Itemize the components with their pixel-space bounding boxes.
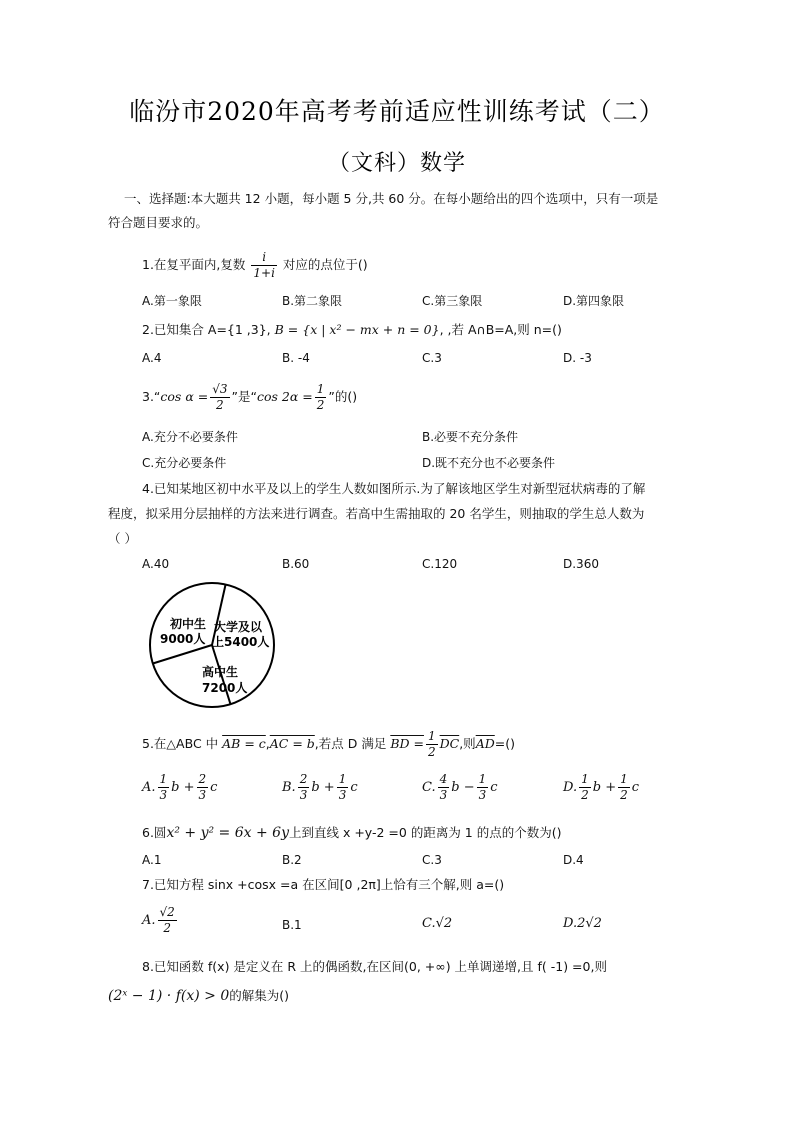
q1-option-b: B.第二象限 (282, 294, 343, 308)
q4-option-a: A.40 (142, 557, 170, 571)
q8-expression: (2ˣ − 1) · f(x) > 0 (108, 988, 230, 1004)
q5-vector-ac: AC = b (269, 736, 315, 751)
q1-stem-pre: 1.在复平面内,复数 (142, 257, 246, 272)
question-6: 6.圆x² + y² = 6x + 6y上到直线 x +y-2 =0 的距离为 1 的点的个数为() (142, 825, 562, 841)
question-4-line1: 4.已知某地区初中水平及以上的学生人数如图所示.为了解该地区学生对新型冠状病毒的了解 (142, 481, 646, 496)
q5-option-b: B. $\frac{2}{3}$ b + $\frac{1}{3}$ c (282, 772, 358, 802)
q5-option-a: A. $\frac{1}{3}$ b + $\frac{2}{3}$ c (142, 772, 218, 802)
q4-option-c: C.120 (422, 557, 458, 571)
question-3: 3.“cos α = $\frac{√3}{2}$ ”是“cos 2α = $\frac{1}{2}$ ”的() (142, 382, 358, 412)
pie-label-senior-value: 7200人 (202, 681, 248, 695)
q1-fraction: $\frac{i}{1+i}$ (253, 250, 275, 280)
pie-label-college-value: 上5400人 (212, 635, 270, 649)
q7-option-d: D.2√2 (563, 916, 602, 931)
q5-option-c: C. $\frac{4}{3}$ b − $\frac{1}{3}$ c (422, 772, 498, 802)
q1-option-c: C.第三象限 (422, 294, 483, 308)
pie-label-junior-value: 9000人 (160, 632, 206, 646)
q3-option-c: C.充分必要条件 (142, 456, 227, 470)
q2-option-c: C.3 (422, 351, 442, 365)
section-instruction-line2: 符合题目要求的。 (108, 215, 209, 230)
q2-stem-pre: 2.已知集合 A={1 ,3}, (142, 322, 275, 337)
q4-option-b: B.60 (282, 557, 310, 571)
q6-option-a: A.1 (142, 853, 162, 867)
question-4-line2: 程度，拟采用分层抽样的方法来进行调查。若高中生需抽取的 20 名学生，则抽取的学生总人数为 (108, 506, 645, 521)
q2-option-a: A.4 (142, 351, 162, 365)
q6-option-c: C.3 (422, 853, 442, 867)
question-5: 5.在△ABC 中 AB = c,AC = b,若点 D 满足 BD = $\frac{1}{2}$ $\overline{DC}$,则$\overline{AD}=()$ (142, 729, 515, 759)
question-7: 7.已知方程 sinx +cosx =a 在区间[0 ,2π]上恰有三个解,则 a=() (142, 877, 505, 892)
q3-option-a: A.充分不必要条件 (142, 430, 238, 444)
q3-stem-pre: 3.“ (142, 389, 161, 404)
question-1 (142, 250, 368, 281)
question-4-line3: （ ） (108, 531, 137, 546)
exam-subtitle: （文科）数学 (327, 151, 466, 176)
exam-title: 临汾市2020年高考考前适应性训练考试（二） (129, 97, 665, 126)
q7-option-b: B.1 (282, 918, 302, 932)
q3-fraction-a: $\frac{√3}{2}$ (212, 382, 228, 412)
question-8-line1: 8.已知函数 f(x) 是定义在 R 上的偶函数,在区间(0, +∞) 上单调递增,且 f( -1) =0,则 (142, 959, 607, 974)
q5-vector-ad: $\overline{AD}$ (475, 736, 495, 751)
q4-option-d: D.360 (563, 557, 599, 571)
q1-option-a: A.第一象限 (142, 294, 202, 308)
pie-label-senior-name: 高中生 (202, 665, 239, 679)
section-instruction-line1: 一、选择题:本大题共 12 小题，每小题 5 分,共 60 分。在每小题给出的四个选项中，只有一项是 (124, 191, 659, 206)
question-8-line2: (2ˣ − 1) · f(x) > 0的解集为() (108, 988, 289, 1004)
q5-option-d: D. $\frac{1}{2}$ b + $\frac{1}{2}$ c (563, 772, 640, 802)
q5-vector-dc: $\overline{DC}$ (439, 736, 460, 751)
q2-stem-post: , ,若 A∩B=A,则 n=() (439, 322, 562, 337)
q7-option-a: A. $\frac{√2}{2}$ (142, 905, 175, 935)
q6-option-d: D.4 (563, 853, 584, 867)
q2-option-d: D. -3 (563, 351, 592, 365)
q5-fraction: $\frac{1}{2}$ (427, 729, 436, 759)
q3-option-d: D.既不充分也不必要条件 (422, 456, 556, 470)
q6-option-b: B.2 (282, 853, 302, 867)
question-2 (142, 321, 562, 339)
q3-option-b: B.必要不充分条件 (422, 430, 519, 444)
q7-option-c: C.√2 (422, 916, 453, 931)
student-pie-chart (142, 580, 282, 710)
q2-option-b: B. -4 (282, 351, 310, 365)
q1-option-d: D.第四象限 (563, 294, 625, 308)
pie-label-college-name: 大学及以 (214, 620, 263, 634)
q3-fraction-b: $\frac{1}{2}$ (316, 382, 325, 412)
q5-vector-ab: AB = c (222, 736, 266, 751)
q5-vector-bd: BD = (390, 736, 424, 751)
q2-set: B = {x | x² − mx + n = 0} (274, 322, 440, 337)
q1-stem-post: 对应的点位于() (282, 257, 368, 272)
q6-equation: x² + y² = 6x + 6y (166, 825, 289, 841)
pie-label-junior-name: 初中生 (170, 617, 207, 631)
